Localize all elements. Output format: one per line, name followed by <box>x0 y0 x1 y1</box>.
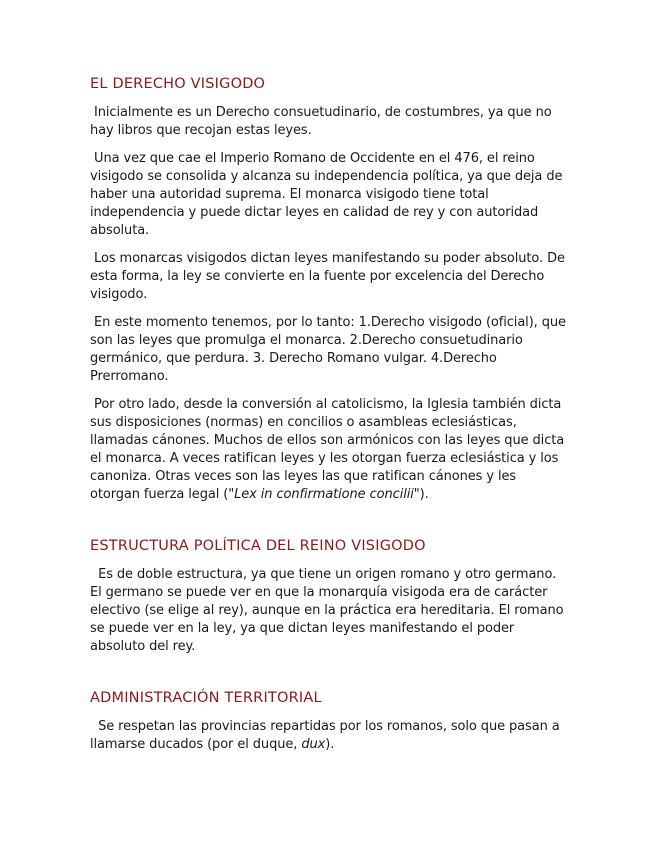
section-title: ESTRUCTURA POLÍTICA DEL REINO VISIGODO <box>90 538 426 554</box>
document-page <box>90 74 568 764</box>
paragraph-text: Por otro lado, desde la conversión al catolicismo, la Iglesia también dicta sus disposiciones (normas) en concilios o asambleas eclesiásticas, llamadas cánones. Muchos de ellos son armónicos con las leyes que dicta el monarca. A veces ratifican leyes y les otorgan fuerza eclesiástica y los canoniza. Otras veces son las leyes las que ratifican cánones y les otorgan fuerza legal (" <box>90 397 569 502</box>
section-derecho-visigodo <box>90 74 568 504</box>
section-spacer <box>90 514 568 536</box>
paragraph: Los monarcas visigodos dictan leyes manifestando su poder absoluto. De esta forma, la ley se convierte en la fuente por excelencia del Derecho visigodo. <box>90 251 569 302</box>
section-title: EL DERECHO VISIGODO <box>90 76 266 92</box>
paragraph: Inicialmente es un Derecho consuetudinario, de costumbres, ya que no hay libros que recojan estas leyes. <box>90 105 556 138</box>
paragraph-text: ). <box>325 737 335 752</box>
paragraph <box>90 396 568 504</box>
section-title: ADMINISTRACIÓN TERRITORIAL <box>90 690 322 706</box>
section-spacer <box>90 666 568 688</box>
section-estructura-politica <box>90 536 568 656</box>
paragraph-text: "). <box>413 487 429 502</box>
latin-term: dux <box>301 737 326 752</box>
paragraph: En este momento tenemos, por lo tanto: 1.Derecho visigodo (oficial), que son las leyes que promulga el monarca. 2.Derecho consuetudinario germánico, que perdura. 3. Derecho Romano vulgar. 4.Derecho Prerromano. <box>90 315 570 384</box>
paragraph <box>90 718 568 754</box>
paragraph: Una vez que cae el Imperio Romano de Occidente en el 476, el reino visigodo se consolida y alcanza su independencia política, ya que deja de haber una autoridad suprema. El monarca visigodo tiene total independencia y puede dictar leyes en calidad de rey y con autoridad absoluta. <box>90 151 567 238</box>
paragraph-text: Se respetan las provincias repartidas por los romanos, solo que pasan a llamarse ducados (por el duque, <box>90 719 564 752</box>
paragraph: Es de doble estructura, ya que tiene un origen romano y otro germano. El germano se puede ver en que la monarquía visigoda era de carácter electivo (se elige al rey), aunque en la práctica era hereditaria. El romano se puede ver en la ley, ya que dictan leyes manifestando el poder absoluto del rey. <box>90 567 568 654</box>
latin-quote: Lex in confirmatione concilii <box>234 487 414 502</box>
section-administracion-territorial <box>90 688 568 754</box>
